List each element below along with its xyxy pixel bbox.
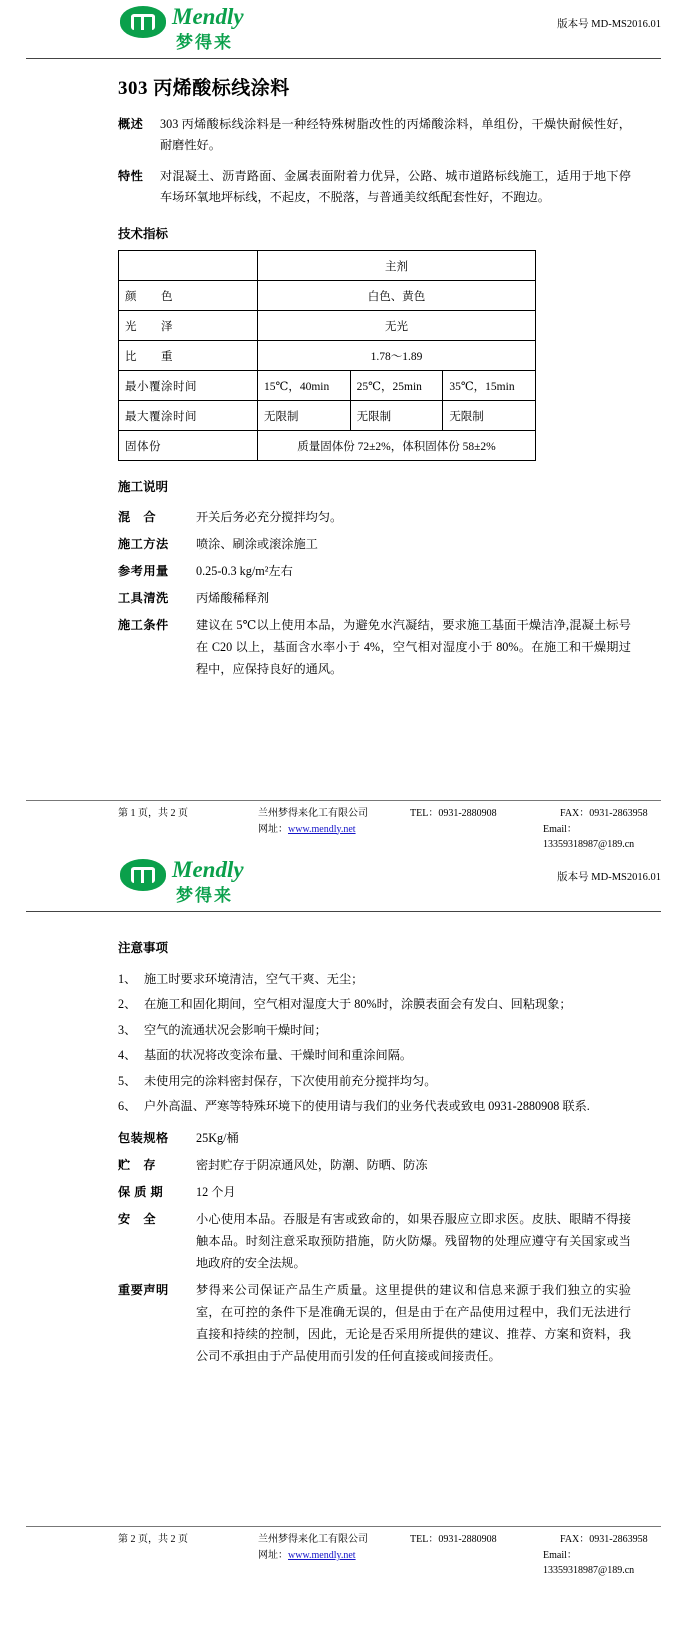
note-text-6: 户外高温、严寒等特殊环境下的使用请与我们的业务代表或致电 0931-2880908 联系. — [144, 1099, 590, 1114]
table-header-main: 主剂 — [258, 251, 536, 281]
footer-fax-2: FAX：0931-2863958 — [560, 1534, 648, 1546]
row-value-max-recoat-3: 无限制 — [443, 401, 536, 431]
list-item — [118, 1182, 631, 1204]
table-row — [119, 431, 536, 461]
footer-company-2: 兰州梦得来化工有限公司 — [258, 1534, 368, 1546]
list-item — [118, 1095, 631, 1118]
product-info-list — [0, 1128, 687, 1368]
row-value-gloss: 无光 — [258, 311, 536, 341]
list-item — [118, 507, 631, 529]
features-text: 对混凝土、沥青路面、金属表面附着力优异，公路、城市道路标线施工，适用于地下停车场环氧地坪标线，不起皮，不脱落，与普通美纹纸配套性好，不跑边。 — [160, 168, 631, 205]
note-number-6: 6、 — [118, 1099, 137, 1114]
info-key-packaging: 包装规格 — [118, 1130, 169, 1145]
info-key-storage: 贮 存 — [118, 1157, 157, 1172]
row-value-min-recoat-1: 15℃，40min — [258, 371, 351, 401]
logo-text-cn: 梦得来 — [176, 33, 233, 52]
note-text-2: 在施工和固化期间，空气相对湿度大于 80%时，涂膜表面会有发白、回粘现象； — [144, 997, 572, 1012]
overview-row — [118, 114, 631, 157]
construction-key-cleaning: 工具清洗 — [118, 591, 169, 606]
note-text-4: 基面的状况将改变涂布量、干燥时间和重涂间隔。 — [144, 1048, 413, 1063]
footer-web-label-2: 网址： — [258, 1549, 288, 1561]
table-row — [119, 371, 536, 401]
list-item — [118, 1280, 631, 1368]
logo-text-cn: 梦得来 — [176, 885, 233, 905]
list-item — [118, 1155, 631, 1177]
table-row — [119, 401, 536, 431]
construction-list — [0, 507, 687, 681]
row-key-solids: 固体份 — [119, 431, 258, 461]
row-key-color: 颜 色 — [119, 281, 258, 311]
info-value-disclaimer: 梦得来公司保证产品生产质量。这里提供的建议和信息来源于我们独立的实验室，在可控的条件下是准确无误的，但是由于在产品使用过程中，我们无法进行直接和持续的控制，因此，无论是否采用所提供的建议、推荐、方案和资料，我公司不承担由于产品使用而引发的任何直接或间接责任。 — [196, 1282, 631, 1363]
footer-email: Email：13359318987@189.cn — [543, 823, 635, 851]
footer-email-2: Email：13359318987@189.cn — [543, 1549, 635, 1577]
notes-section-title: 注意事项 — [118, 940, 169, 955]
footer-page-number-2: 第 2 页，共 2 页 — [118, 1534, 188, 1546]
note-number-4: 4、 — [118, 1048, 137, 1063]
list-item — [118, 1044, 631, 1067]
list-item — [118, 615, 631, 681]
notes-list — [0, 968, 687, 1118]
construction-key-consumption: 参考用量 — [118, 564, 169, 579]
construction-key-mixing: 混 合 — [118, 510, 157, 525]
list-item — [118, 561, 631, 583]
page-header — [0, 0, 687, 56]
table-row — [119, 281, 536, 311]
row-key-max-recoat: 最大覆涂时间 — [119, 401, 258, 431]
page2-bottom-spacer-2 — [0, 1460, 687, 1500]
footer-company: 兰州梦得来化工有限公司 — [258, 808, 368, 820]
row-value-density: 1.78～1.89 — [258, 341, 536, 371]
list-item — [118, 1128, 631, 1150]
list-item — [118, 993, 631, 1016]
document-page-2 — [0, 853, 687, 1579]
logo-text-en: Mendly — [172, 4, 244, 29]
info-value-safety: 小心使用本品。吞服是有害或致命的，如果吞服应立即求医。皮肤、眼睛不得接触本品。时刻注意采取预防措施，防火防爆。残留物的处理应遵守有关国家或当地政府的安全法规。 — [196, 1211, 631, 1270]
note-number-3: 3、 — [118, 1022, 137, 1037]
table-row — [119, 341, 536, 371]
note-number-1: 1、 — [118, 971, 137, 986]
footer-web-link[interactable]: www.mendly.net — [288, 823, 356, 835]
page2-bottom-spacer — [0, 1372, 687, 1460]
note-text-1: 施工时要求环境清洁，空气干爽、无尘； — [144, 971, 364, 986]
list-item — [118, 1070, 631, 1093]
info-value-shelf-life: 12 个月 — [196, 1184, 236, 1199]
overview-label: 概述 — [118, 117, 144, 131]
construction-key-method: 施工方法 — [118, 537, 169, 552]
row-value-solids: 质量固体份 72±2%，体积固体份 58±2% — [258, 431, 536, 461]
features-row — [118, 166, 631, 209]
construction-section-title: 施工说明 — [118, 480, 169, 495]
footer-tel: TEL：0931-2880908 — [410, 808, 497, 820]
footer-web-link-2[interactable]: www.mendly.net — [288, 1549, 356, 1561]
info-key-shelf-life: 保 质 期 — [118, 1184, 164, 1199]
construction-key-conditions: 施工条件 — [118, 618, 169, 633]
list-item — [118, 1019, 631, 1042]
info-value-packaging: 25Kg/桶 — [196, 1130, 239, 1145]
list-item — [118, 1209, 631, 1275]
logo-text-en: Mendly — [172, 856, 244, 882]
row-value-min-recoat-2: 25℃，25min — [350, 371, 443, 401]
info-key-disclaimer: 重要声明 — [118, 1282, 169, 1297]
construction-value-cleaning: 丙烯酸稀释剂 — [196, 591, 270, 606]
features-label: 特性 — [118, 168, 144, 183]
overview-text: 303 丙烯酸标线涂料是一种经特殊树脂改性的丙烯酸涂料，单组份，干燥快耐候性好，耐磨性好。 — [160, 117, 631, 153]
intro-block — [0, 114, 687, 208]
footer-web-label: 网址： — [258, 823, 288, 835]
info-key-safety: 安 全 — [118, 1211, 157, 1226]
row-value-max-recoat-1: 无限制 — [258, 401, 351, 431]
note-text-5: 未使用完的涂料密封保存，下次使用前充分搅拌均匀。 — [144, 1073, 437, 1088]
spec-table — [118, 250, 536, 461]
list-item — [118, 534, 631, 556]
footer-fax: FAX：0931-2863958 — [560, 808, 648, 820]
note-number-5: 5、 — [118, 1073, 137, 1088]
row-value-min-recoat-3: 35℃，15min — [443, 371, 536, 401]
logo-mark-icon — [120, 6, 166, 38]
row-key-density: 比 重 — [119, 341, 258, 371]
company-logo-2 — [120, 857, 300, 903]
document-version: 版本号 MD-MS2016.01 — [557, 19, 661, 30]
page-footer-2 — [0, 1526, 687, 1579]
info-value-storage: 密封贮存于阴凉通风处，防潮、防晒、防冻 — [196, 1157, 428, 1172]
list-item — [118, 968, 631, 991]
document-version-2: 版本号 MD-MS2016.01 — [557, 871, 661, 883]
footer-tel-2: TEL：0931-2880908 — [410, 1534, 497, 1546]
page1-bottom-spacer — [0, 686, 687, 774]
row-value-max-recoat-2: 无限制 — [350, 401, 443, 431]
header-divider — [26, 58, 661, 59]
note-number-2: 2、 — [118, 997, 137, 1012]
row-key-gloss: 光 泽 — [119, 311, 258, 341]
list-item — [118, 588, 631, 610]
header-divider-2 — [26, 911, 661, 912]
spec-section-title: 技术指标 — [118, 227, 169, 242]
page-header-2 — [0, 853, 687, 909]
construction-value-consumption: 0.25-0.3 kg/m²左右 — [196, 564, 293, 579]
table-row — [119, 311, 536, 341]
page-footer-1 — [0, 800, 687, 853]
company-logo — [120, 4, 300, 50]
construction-value-method: 喷涂、刷涂或滚涂施工 — [196, 537, 318, 552]
logo-mark-icon — [120, 859, 166, 891]
construction-value-mixing: 开关后务必充分搅拌均匀。 — [196, 510, 343, 525]
row-key-min-recoat: 最小覆涂时间 — [119, 371, 258, 401]
page-title: 303 丙烯酸标线涂料 — [118, 78, 290, 99]
footer-page-number: 第 1 页，共 2 页 — [118, 808, 188, 820]
table-header-row — [119, 251, 536, 281]
construction-value-conditions: 建议在 5℃以上使用本品，为避免水汽凝结，要求施工基面干燥洁净,混凝土标号在 C20 以上，基面含水率小于 4%，空气相对湿度小于 80%。在施工和干燥期过程中，应保持良好的通风。 — [196, 618, 631, 677]
table-corner-cell — [119, 251, 258, 281]
note-text-3: 空气的流通状况会影响干燥时间； — [144, 1022, 327, 1037]
row-value-color: 白色、黄色 — [258, 281, 536, 311]
